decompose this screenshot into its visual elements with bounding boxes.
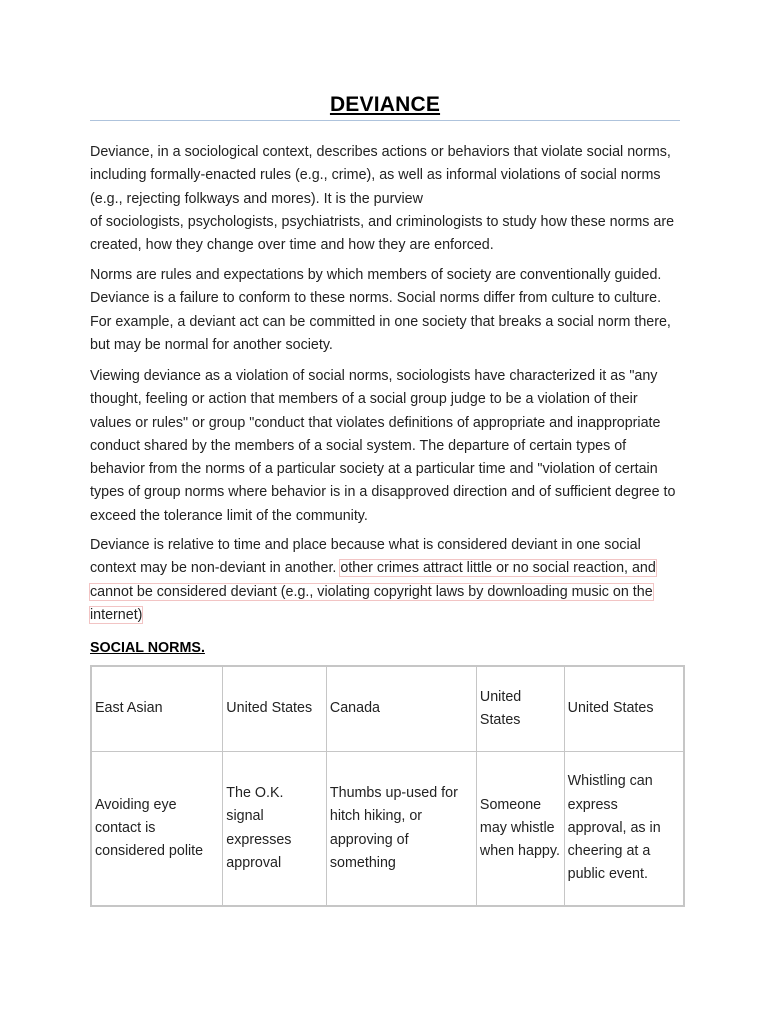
paragraph-1-continuation: of sociologists, psychologists, psychiatrists, and criminologists to study how these norms are created, how they change over time and how they are enforced. xyxy=(90,213,675,254)
paragraph-1-text: Deviance, in a sociological context, describes actions or behaviors that violate social norms, including formally-enacted rules (e.g., crime), as well as informal violations of social norms (e.g., rejecting folkways and mores). It is the purview xyxy=(90,144,671,207)
social-norms-table xyxy=(90,665,685,907)
table-row xyxy=(91,752,684,907)
table-cell: Thumbs up-used for hitch hiking, or approving of something xyxy=(326,752,476,907)
table-cell: Avoiding eye contact is considered polite xyxy=(91,752,223,907)
page-title: DEVIANCE xyxy=(329,93,441,116)
table-header-cell: Canada xyxy=(326,666,476,752)
table-cell: The O.K. signal expresses approval xyxy=(223,752,327,907)
paragraph-3: Viewing deviance as a violation of social norms, sociologists have characterized it as "any thought, feeling or action that members of a social group judge to be a violation of their values or rules" or group "conduct that violates definitions of appropriate and inappropriate conduct shared by the members of a social system. The departure of certain types of behavior from the norms of a particular society at a particular time and "violation of certain types of group norms where behavior is in a disapproved direction and of sufficient degree to exceed the tolerance limit of the community. xyxy=(90,368,676,524)
paragraph-1 xyxy=(90,141,680,257)
table-cell: Someone may whistle when happy. xyxy=(476,752,564,907)
table-header-cell: East Asian xyxy=(91,666,223,752)
table-header-cell: United States xyxy=(564,666,684,752)
highlighted-passage: other crimes attract little or no social reaction, and cannot be considered deviant (e.g., violating copyright laws by downloading music on the internet) xyxy=(90,560,656,623)
paragraph-2: Norms are rules and expectations by which members of society are conventionally guided. Deviance is a failure to conform to these norms. Social norms differ from culture to culture. For example, a deviant act can be committed in one society that breaks a social norm there, but may be normal for another society. xyxy=(90,267,671,353)
table-header-cell: United States xyxy=(223,666,327,752)
table-header-cell: United States xyxy=(476,666,564,752)
title-bar xyxy=(90,92,680,121)
paragraph-4 xyxy=(90,534,680,627)
paragraph-4-text: Deviance is relative to time and place because what is considered deviant in one social context may be non-deviant in another. xyxy=(90,537,641,577)
table-header-row xyxy=(91,666,684,752)
table-cell: Whistling can express approval, as in cheering at a public event. xyxy=(564,752,684,907)
section-heading-social-norms: SOCIAL NORMS. xyxy=(90,640,205,656)
